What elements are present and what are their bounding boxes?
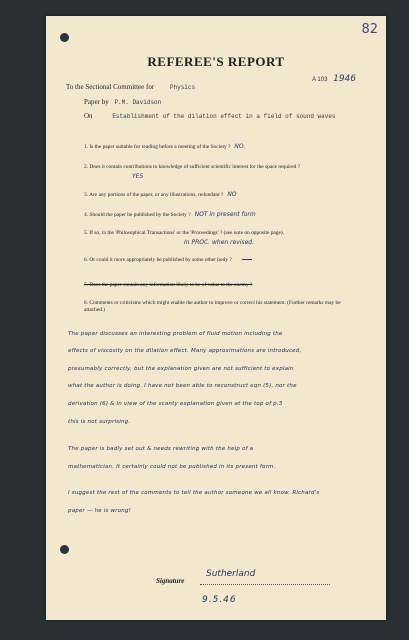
question-1: 1. Is the paper suitable for reading before a meeting of the Society ? NO. <box>84 143 246 150</box>
question-5: 5. If so, in the 'Philosophical Transactions' or the 'Proceedings' ? (see note on opposite page). <box>84 230 285 236</box>
on-value: Establishment of the dilation effect in a field of sound waves <box>112 113 336 120</box>
question-6: 6. Or could it more appropriately be published by some other body ? <box>84 257 346 264</box>
on-row <box>84 112 384 120</box>
signature-date: 9.5.46 <box>202 595 237 605</box>
answer-1: NO. <box>234 143 246 150</box>
question-2: 2. Does it contain contributions to knowledge of sufficient scientific interest for the space required ? <box>84 164 301 170</box>
question-3: 3. Are any portions of the paper, or any illustrations, redundant ? NO <box>84 191 237 198</box>
answer-2: YES <box>132 173 144 180</box>
reference-number <box>312 74 356 84</box>
comment-line: presumably correctly, but the explanation given are not sufficient to explain <box>68 366 294 372</box>
comment-line: what the author is doing. I have not been able to reconstruct eqn (5), nor the <box>68 383 297 389</box>
paper-by-label: Paper by <box>84 98 109 106</box>
signature-label: Signature <box>156 577 185 585</box>
committee-value: Physics <box>169 84 196 91</box>
comment-line: derivation (6) & in view of the scanty explanation given at the top of p.3 <box>68 401 283 407</box>
ref-number: A 103 <box>312 77 328 83</box>
paper-by-value: P.M. Davidson <box>114 99 162 106</box>
paper-by-row <box>84 98 161 106</box>
signature: Sutherland <box>206 569 256 579</box>
committee-row <box>66 83 195 91</box>
signature-line <box>200 584 330 585</box>
answer-dash <box>242 259 252 260</box>
answer-3: NO <box>227 191 237 198</box>
answer-4: NOT in present form <box>194 211 256 218</box>
committee-label: To the Sectional Committee for <box>66 83 155 91</box>
comment-line: this is not surprising. <box>68 419 131 425</box>
comment-line: The paper discusses an interesting problem of fluid motion including the <box>68 331 283 337</box>
page-title: REFEREE'S REPORT <box>147 54 285 69</box>
page-number: 82 <box>361 22 378 37</box>
comment-line: mathematician. It certainly could not be published in its present form. <box>68 464 276 470</box>
on-label: On <box>84 112 93 120</box>
comment-line: The paper is badly set out & needs rewriting with the help of a <box>68 446 254 452</box>
year-note: 1946 <box>333 74 356 84</box>
comment-line: I suggest the rest of the comments to tell the author someone we all know. Richard's <box>68 490 320 496</box>
punch-hole <box>60 33 69 42</box>
comment-line: effects of viscosity on the dilation effect. Many approximations are introduced, <box>68 348 302 354</box>
answer-5: In PROC. when revised. <box>184 239 255 246</box>
question-7: 7. Does the paper contain any information likely to be of value to the enemy ? <box>84 282 253 288</box>
report-page <box>46 16 386 620</box>
comment-line: paper — he is wrong! <box>68 508 132 514</box>
punch-hole <box>60 545 69 554</box>
question-8: 8. Comments or criticisms which might enable the author to improve or correct his statement. (Further remarks may be attached.) <box>84 300 341 313</box>
question-4: 4. Should the paper be published by the Society ? NOT in present form <box>84 211 256 218</box>
